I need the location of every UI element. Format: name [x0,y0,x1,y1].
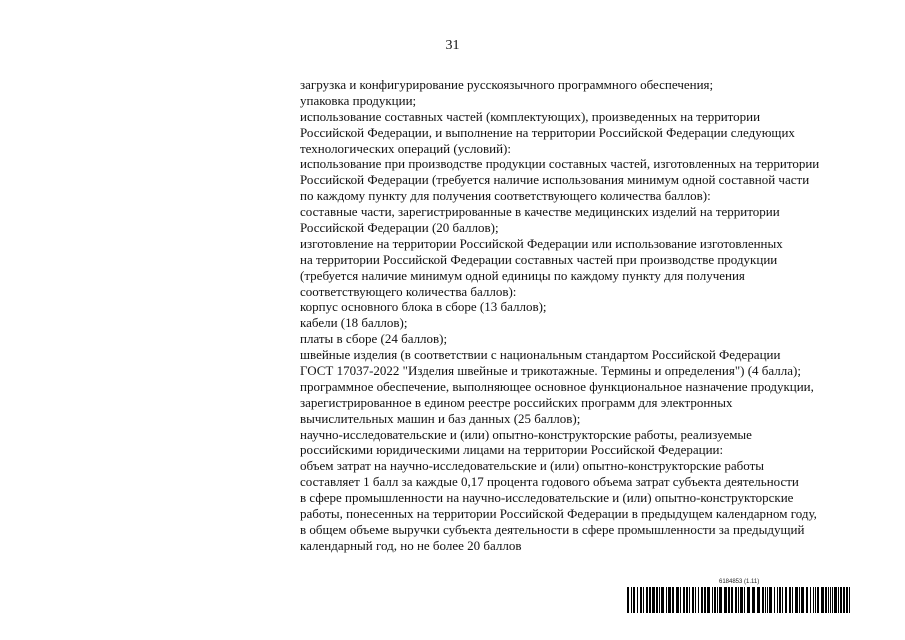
text-line: зарегистрированное в едином реестре российских программ для электронных [300,394,733,410]
text-line: составные части, зарегистрированные в качестве медицинских изделий на территории [300,204,780,220]
text-line: на территории Российской Федерации составных частей при производстве продукции [300,251,778,267]
text-line: ГОСТ 17037-2022 "Изделия швейные и трикотажные. Термины и определения") (4 балла); [300,363,801,379]
text-line: швейные изделия (в соответствии с национальным стандартом Российской Федерации [300,347,781,363]
barcode-caption: 6184853 (1.11) [719,579,760,585]
text-line: загрузка и конфигурирование русскоязычного программного обеспечения; [300,77,714,92]
text-line: в общем объеме выручки субъекта деятельности в сфере промышленности за предыдущий [300,521,805,537]
text-line: соответствующего количества баллов): [300,283,517,299]
text-line: кабели (18 баллов); [300,315,408,331]
text-line: вычислительных машин и баз данных (25 баллов); [300,410,581,426]
text-line: в сфере промышленности на научно-исследовательские и (или) опытно-конструкторские [300,490,794,506]
text-line: научно-исследовательские и (или) опытно-конструкторские работы, реализуемые [300,426,752,442]
text-line: Российской Федерации, и выполнение на территории Российской Федерации следующих [300,124,795,140]
barcode-icon [627,587,853,613]
text-line: программное обеспечение, выполняющее основное функциональное назначение продукции, [300,378,814,394]
page-number: 31 [445,38,460,53]
text-line: Российской Федерации (требуется наличие использования минимум одной составной части [300,172,810,188]
text-line: использование составных частей (комплектующих), произведенных на территории [300,108,761,124]
text-line: технологических операций (условий): [300,140,511,156]
text-line: составляет 1 балл за каждые 0,17 процента годового объема затрат субъекта деятельности [300,474,799,490]
text-line: корпус основного блока в сборе (13 баллов); [300,299,547,315]
document-body [300,77,890,554]
text-line: календарный год, но не более 20 баллов [300,537,522,553]
text-line: работы, понесенных на территории Российской Федерации в предыдущем календарном году, [300,506,817,522]
text-line: по каждому пункту для получения соответствующего количества баллов): [300,188,711,204]
text-line: использование при производстве продукции составных частей, изготовленных на территории [300,156,820,172]
barcode-block [627,579,853,613]
text-line: платы в сборе (24 баллов); [300,331,448,347]
text-line: Российской Федерации (20 баллов); [300,220,499,236]
text-line: (требуется наличие минимум одной единицы по каждому пункту для получения [300,267,745,283]
text-line: российскими юридическими лицами на территории Российской Федерации: [300,442,724,458]
text-line: объем затрат на научно-исследовательские и (или) опытно-конструкторские работы [300,458,765,474]
text-line: изготовление на территории Российской Федерации или использование изготовленных [300,235,783,251]
text-line: упаковка продукции; [300,92,417,108]
